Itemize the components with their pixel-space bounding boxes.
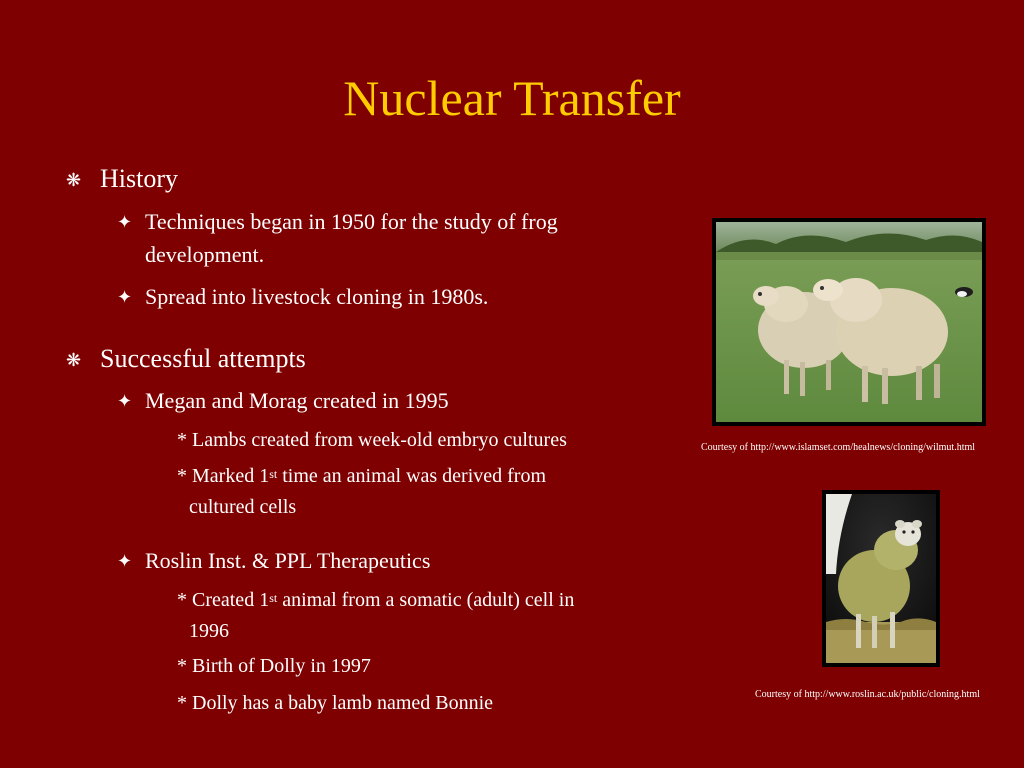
sub-note-text: * Created 1 xyxy=(177,589,270,611)
slide-title: Nuclear Transfer xyxy=(343,70,681,126)
sheep-field-image xyxy=(716,222,982,422)
sub-note-continuation: 1996 xyxy=(189,620,229,642)
sub-note xyxy=(177,586,574,614)
flower-bullet-icon: ❋ xyxy=(66,170,82,190)
sub-note-text: animal from a somatic (adult) cell in xyxy=(277,589,575,611)
sub-note-continuation: cultured cells xyxy=(189,496,297,518)
image-caption: Courtesy of http://www.islamset.com/healnews/cloning/wilmut.html xyxy=(701,442,976,453)
bullet-text-continuation: development. xyxy=(145,242,265,267)
section-heading-successful-attempts: Successful attempts xyxy=(100,344,306,373)
sub-note-superscript: st xyxy=(269,591,278,605)
bullet-text: Megan and Morag created in 1995 xyxy=(145,388,449,413)
bullet-text: Techniques began in 1950 for the study of frog xyxy=(145,209,558,234)
bullet-text: Spread into livestock cloning in 1980s. xyxy=(145,284,489,309)
sub-note-superscript: st xyxy=(269,467,278,481)
star-bullet-icon: ✦ xyxy=(117,551,133,571)
photo-two-sheep xyxy=(712,218,986,426)
sub-note: * Lambs created from week-old embryo cultures xyxy=(177,429,567,451)
section-heading-history: History xyxy=(100,164,178,193)
sub-note: * Dolly has a baby lamb named Bonnie xyxy=(177,692,494,714)
bullet-text: Roslin Inst. & PPL Therapeutics xyxy=(145,548,431,573)
sub-note-text: time an animal was derived from xyxy=(277,465,547,487)
sub-note: * Birth of Dolly in 1997 xyxy=(177,655,371,677)
sub-note-text: * Marked 1 xyxy=(177,465,270,487)
dolly-sheep-image xyxy=(826,494,936,663)
star-bullet-icon: ✦ xyxy=(117,391,133,411)
sub-note xyxy=(177,462,546,490)
star-bullet-icon: ✦ xyxy=(117,287,133,307)
star-bullet-icon: ✦ xyxy=(117,212,133,232)
flower-bullet-icon: ❋ xyxy=(66,350,82,370)
photo-dolly xyxy=(822,490,940,667)
image-caption: Courtesy of http://www.roslin.ac.uk/public/cloning.html xyxy=(755,689,980,700)
